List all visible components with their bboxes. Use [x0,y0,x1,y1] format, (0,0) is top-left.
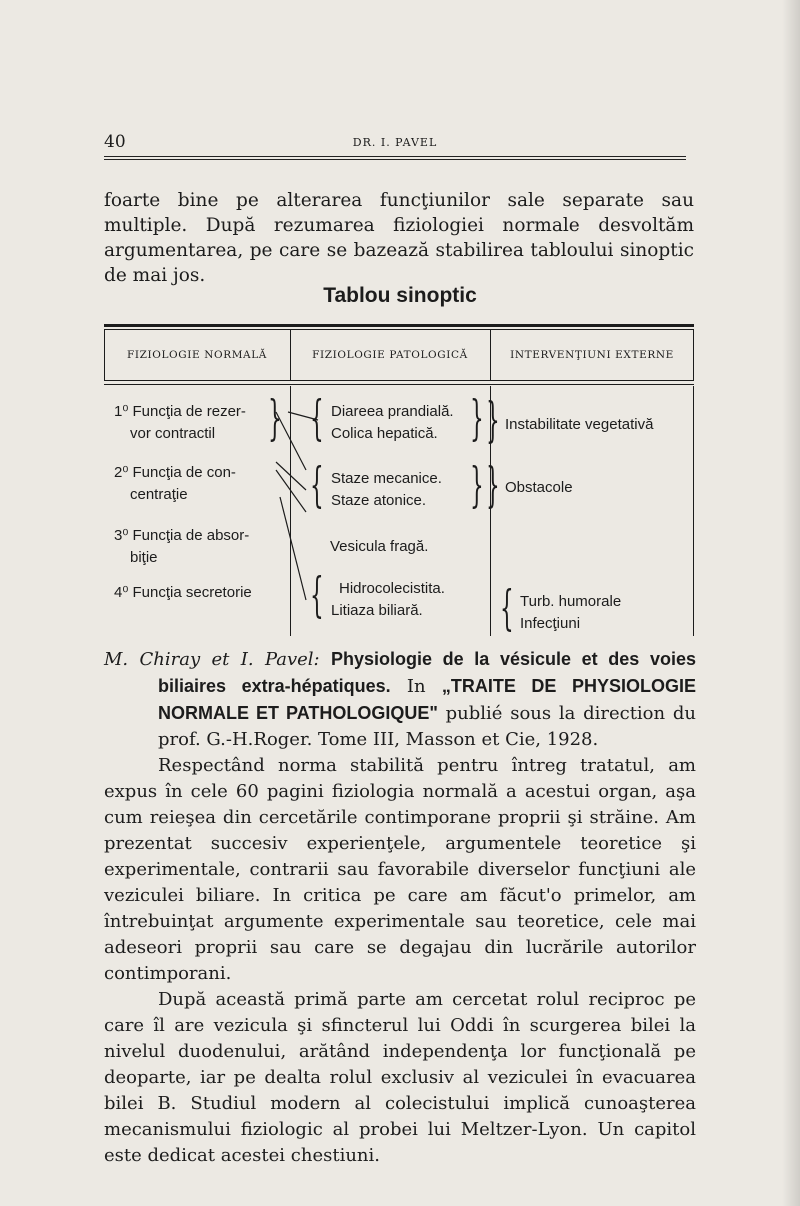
pathologic-group-2: Staze mecanice. Staze atonice. [331,470,442,509]
pathologic-group-3: Vesicula fragă. [330,538,429,555]
connector-line [276,412,306,470]
brace-icon: } [268,390,282,446]
pathologic-group-4: Hidrocolecistita. Litiaza biliară. [331,580,445,619]
external-item-1: Instabilitate vegetativă [505,416,654,433]
normal-function-3: 3⁰ Funcţia de absor- biţie [114,527,250,566]
brace-icon: } [470,390,484,446]
brace-icon: } [470,457,484,513]
page-number: 40 [104,132,126,152]
normal-function-4: 4⁰ Funcţia secretorie [114,584,252,601]
external-item-2: Obstacole [505,479,573,496]
paragraph-2: După această primă parte am cercetat rolul reciproc pe care îl are vezicula şi sfincterul lui Oddi în scurgerea bilei la nivelul duodenului, arătând independenţa lor funcţională pe deoparte, iar pe dealta rolul exclusiv al veziculei în evacuarea bilei B. Studiul modern al colecistului implică cunoaşterea mecanismului fiziologic al probei lui Meltzer-Lyon. Un capitol este dedicat acestei chestiuni. [104,989,696,1166]
brace-icon: } [486,457,500,513]
bibliographic-reference: M. Chiray et I. Pavel: Physiologie de la vésicule et des voies biliaires extra-hépatiques. In „TRAITE DE PHYSIOLOGIE NORMALE ET PATHOLOGIQUE" publié sous la direction du prof. G.-H.Roger. Tome III, Masson et Cie, 1928. [104,649,696,750]
body-text [104,646,696,1169]
intro-paragraph: foarte bine pe alterarea funcţiunilor sale separate sau multiple. După rezumarea fiziologiei normale desvoltăm argumentarea, pe care se bazează stabilirea tabloului sinoptic de mai jos. [104,190,694,286]
normal-function-1: 1⁰ Funcţia de rezer- vor contractil [114,403,246,442]
header-fiziologie-patologica: FIZIOLOGIE PATOLOGICĂ [312,349,468,361]
connector-line [280,497,306,600]
page-edge-shadow [782,0,800,1206]
running-head: DR. I. PAVEL [352,136,438,149]
brace-icon: { [310,457,324,513]
brace-icon: { [500,580,514,636]
header-interventiuni-externe: INTERVENŢIUNI EXTERNE [510,349,674,361]
table-title: Tablou sinoptic [323,284,477,307]
external-item-3: Turb. humorale Infecţiuni [520,593,622,632]
brace-icon: { [310,567,324,623]
paragraph-1: Respectând norma stabilită pentru întreg tratatul, am expus în cele 60 pagini fiziologia normală a acestui organ, aşa cum reieşea din cercetările contimporane proprii şi străine. Am prezentat succesiv experienţele, argumentele teoretice şi experimentale, contrarii sau favorabile diverselor funcţiuni ale veziculei biliare. In critica pe care am făcut'o primelor, am întrebuinţat argumente experimentale sau teoretice, cele mai adeseori proprii sau care se degajau din lucrările autorilor contimporani. [104,755,696,984]
pathologic-group-1: Diareea prandială. Colica hepatică. [331,403,454,442]
brace-icon: { [310,390,324,446]
header-fiziologie-normala: FIZIOLOGIE NORMALĂ [127,349,267,361]
brace-icon: } [486,392,500,448]
normal-function-2: 2⁰ Funcţia de con- centraţie [114,464,236,503]
